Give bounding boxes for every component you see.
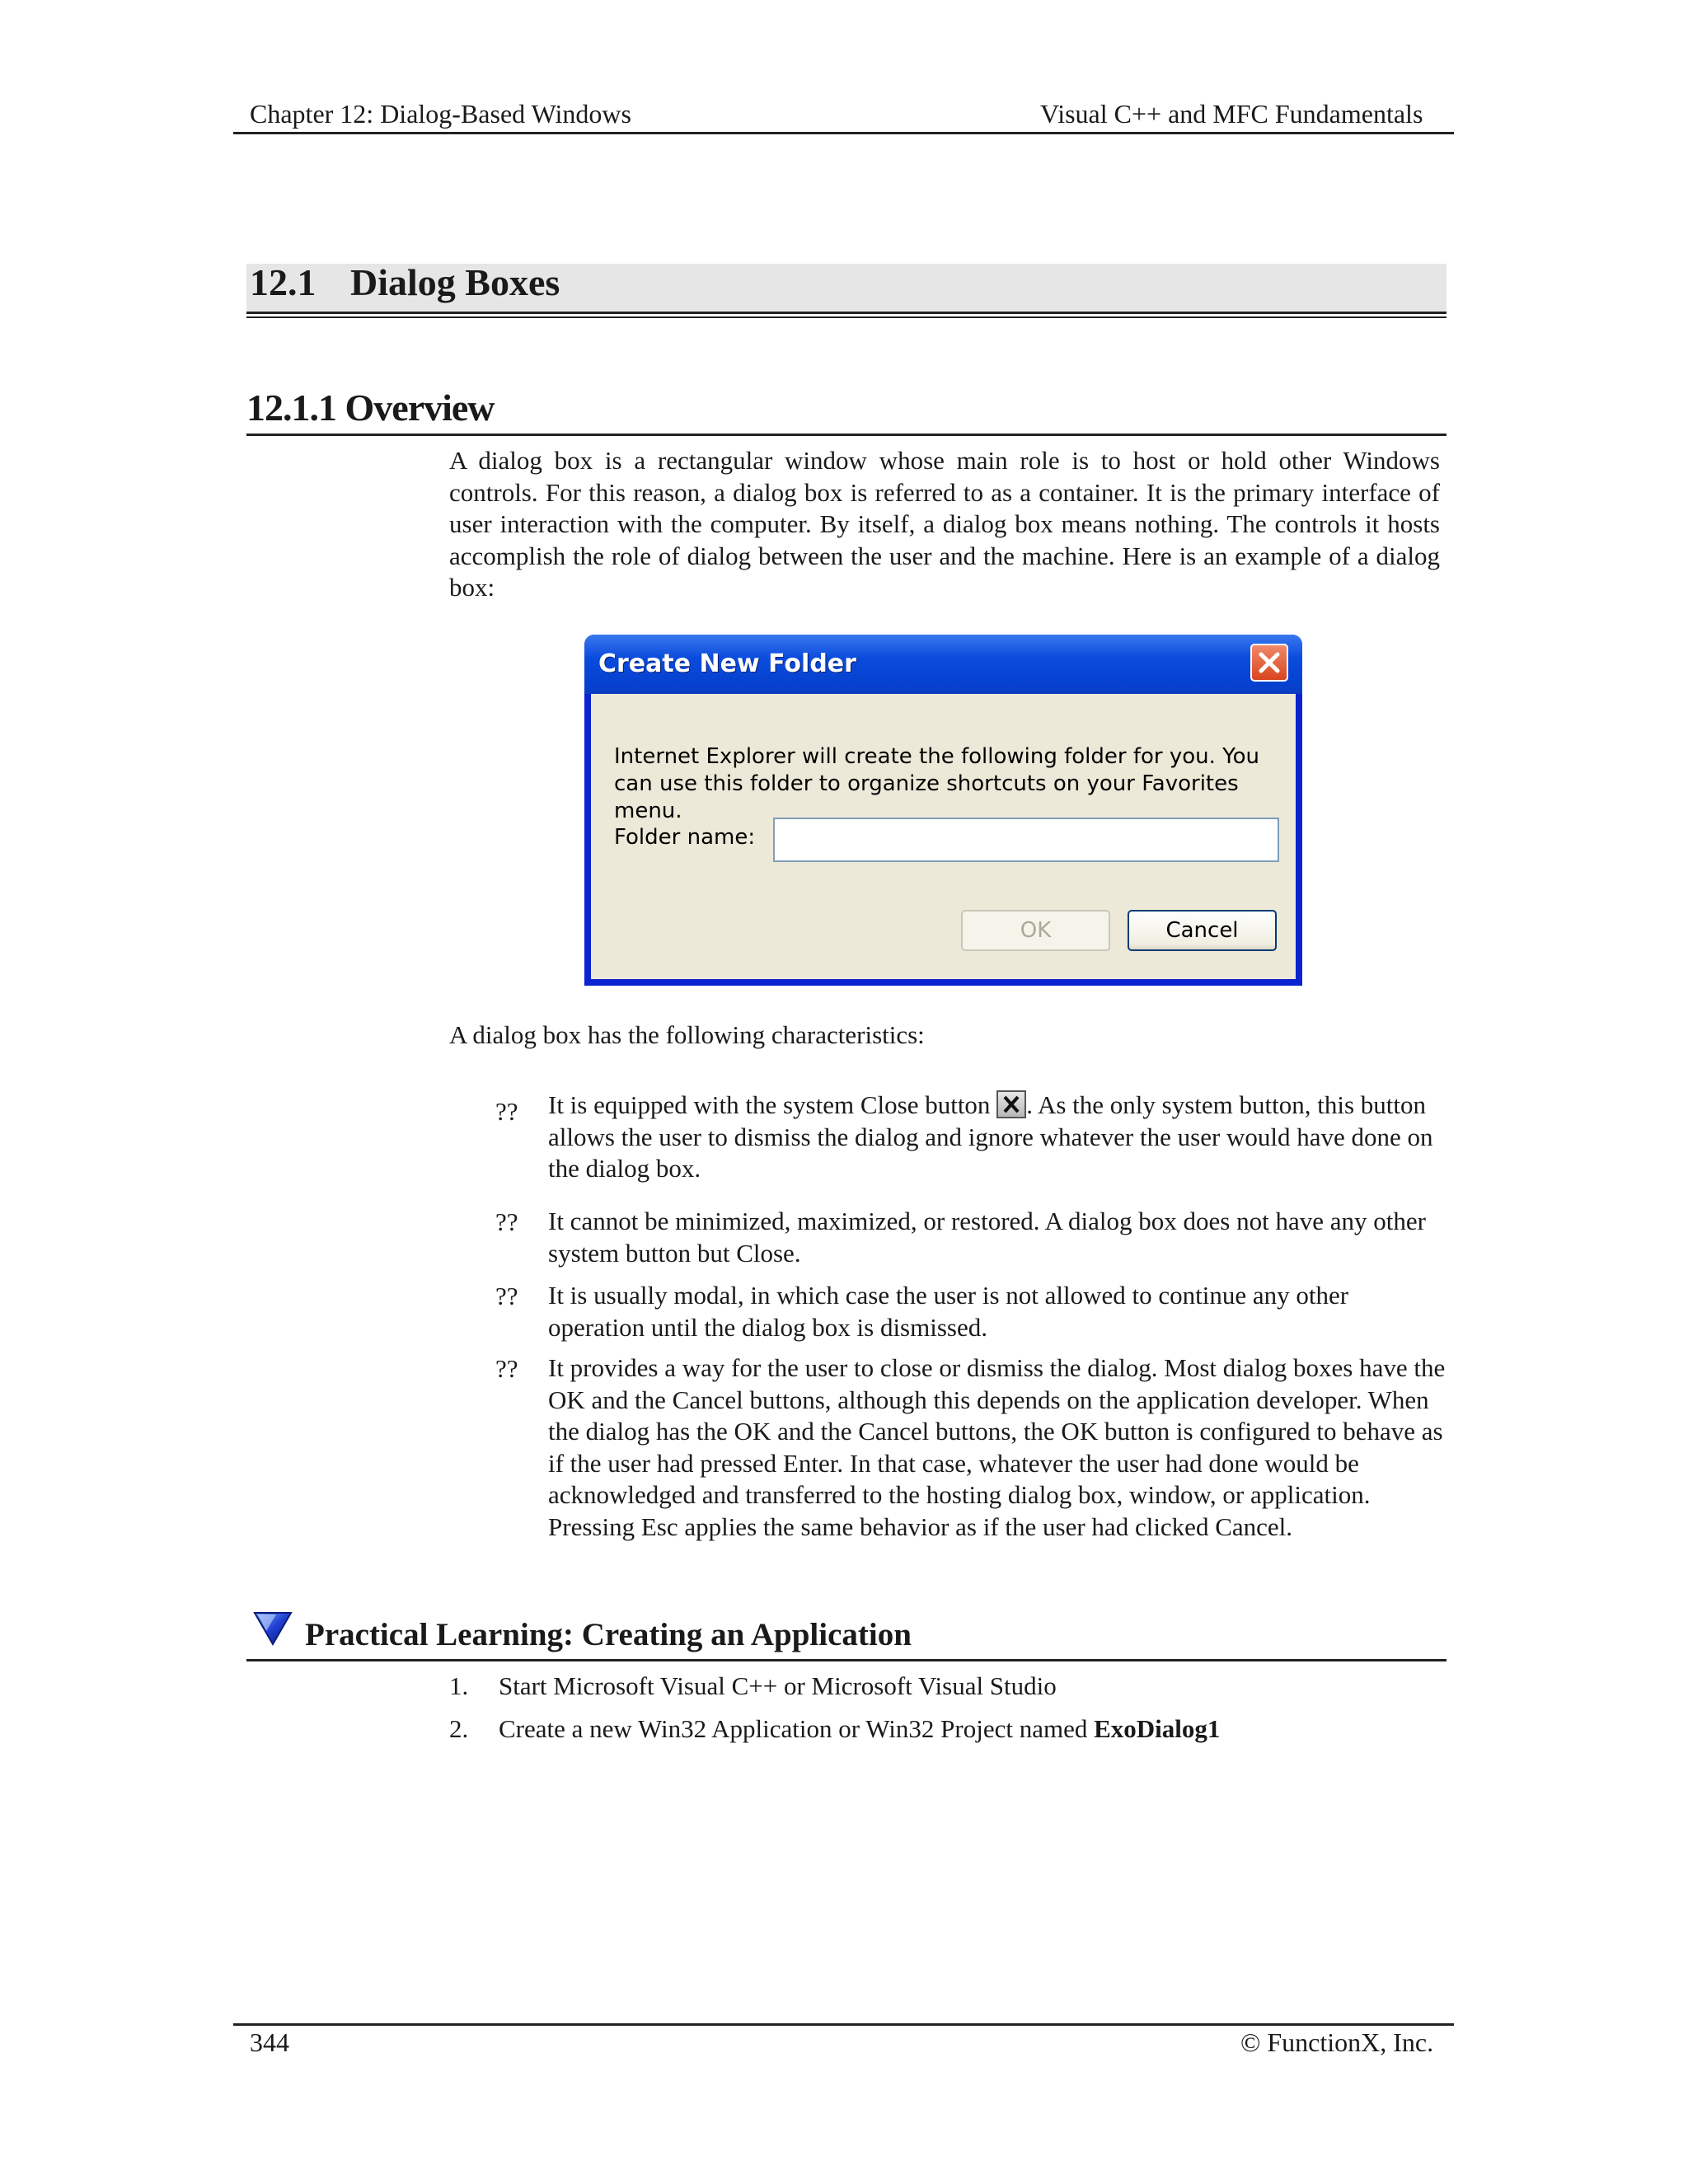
header-rule: [233, 132, 1454, 134]
footer-copyright: © FunctionX, Inc.: [1240, 2027, 1434, 2057]
step-text: Start Microsoft Visual C++ or Microsoft Visual Studio: [499, 1671, 1057, 1700]
ok-button[interactable]: OK: [961, 910, 1110, 951]
step-text: [499, 1714, 1220, 1744]
bullet-marker: ??: [495, 1354, 518, 1383]
practical-learning-heading: Practical Learning: Creating an Application: [305, 1617, 912, 1652]
intro-paragraph: A dialog box is a rectangular window whose main role is to host or hold other Windows controls. For this reason, a dialog box is referred to as a container. It is the primary interface of user interaction with the computer. By itself, a dialog box means nothing. The controls it hosts accomplish the role of dialog between the user and the machine. Here is an example of a dialog box:: [449, 446, 1440, 602]
bullet-marker: ??: [495, 1097, 518, 1126]
close-icon: [1252, 645, 1287, 680]
blue-triangle-icon: [251, 1610, 294, 1647]
subsection-rule: [246, 434, 1447, 436]
page-number: 344: [250, 2027, 289, 2057]
subsection-heading: 12.1.1 Overview: [246, 387, 495, 429]
dialog-close-button[interactable]: [1250, 644, 1288, 682]
step-text-part: Create a new Win32 Application or Win32 Project named: [499, 1714, 1095, 1743]
section-number: 12.1: [250, 261, 316, 303]
footer-rule: [233, 2023, 1454, 2026]
section-heading: [250, 260, 560, 304]
dialog-screenshot: [584, 635, 1302, 986]
dialog-titlebar: [584, 635, 1302, 694]
section-title: Dialog Boxes: [350, 261, 560, 303]
folder-name-label: Folder name:: [614, 825, 756, 850]
cancel-button[interactable]: Cancel: [1128, 910, 1277, 951]
step-number: 2.: [449, 1714, 469, 1743]
dialog-title: Create New Folder: [598, 649, 856, 678]
dialog-message: Internet Explorer will create the following folder for you. You can use this folder to organize shortcuts on your Favorites menu.: [614, 744, 1259, 823]
project-name: ExoDialog1: [1094, 1714, 1221, 1743]
dialog-body: [591, 694, 1296, 979]
bullet-item: It cannot be minimized, maximized, or restored. A dialog box does not have any other system button but Close.: [548, 1207, 1426, 1268]
bullet-marker: ??: [495, 1282, 518, 1310]
section-rule: [246, 312, 1447, 314]
system-close-icon: [996, 1090, 1026, 1118]
running-header-book: Visual C++ and MFC Fundamentals: [1040, 99, 1423, 129]
characteristics-intro: A dialog box has the following characteristics:: [449, 1020, 925, 1049]
step-number: 1.: [449, 1671, 469, 1700]
bullet-item: It provides a way for the user to close or dismiss the dialog. Most dialog boxes have the OK and the Cancel buttons, although this depends on the application developer. When the dialog has the OK and the Cancel buttons, the OK button is configured to behave as if the user had pressed Enter. In that case, whatever the user had done would be acknowledged and transferred to the hosting dialog box, window, or application. Pressing Esc applies the same behavior as if the user had clicked Cancel.: [548, 1353, 1446, 1541]
bullet-item: [548, 1090, 1447, 1185]
folder-name-input[interactable]: [773, 818, 1279, 862]
bullet-marker: ??: [495, 1207, 518, 1236]
bullet-item: It is usually modal, in which case the user is not allowed to continue any other operation until the dialog box is dismissed.: [548, 1281, 1349, 1342]
running-header-chapter: Chapter 12: Dialog-Based Windows: [250, 99, 631, 129]
section-rule-double: [246, 316, 1447, 318]
bullet-text-part: It is equipped with the system Close button: [548, 1090, 997, 1119]
practical-learning-rule: [246, 1659, 1447, 1661]
bullet-text-part: . As the only system button, this button allows the user to dismiss the dialog and ignore whatever the user would have done on the dialog box.: [548, 1090, 1433, 1183]
